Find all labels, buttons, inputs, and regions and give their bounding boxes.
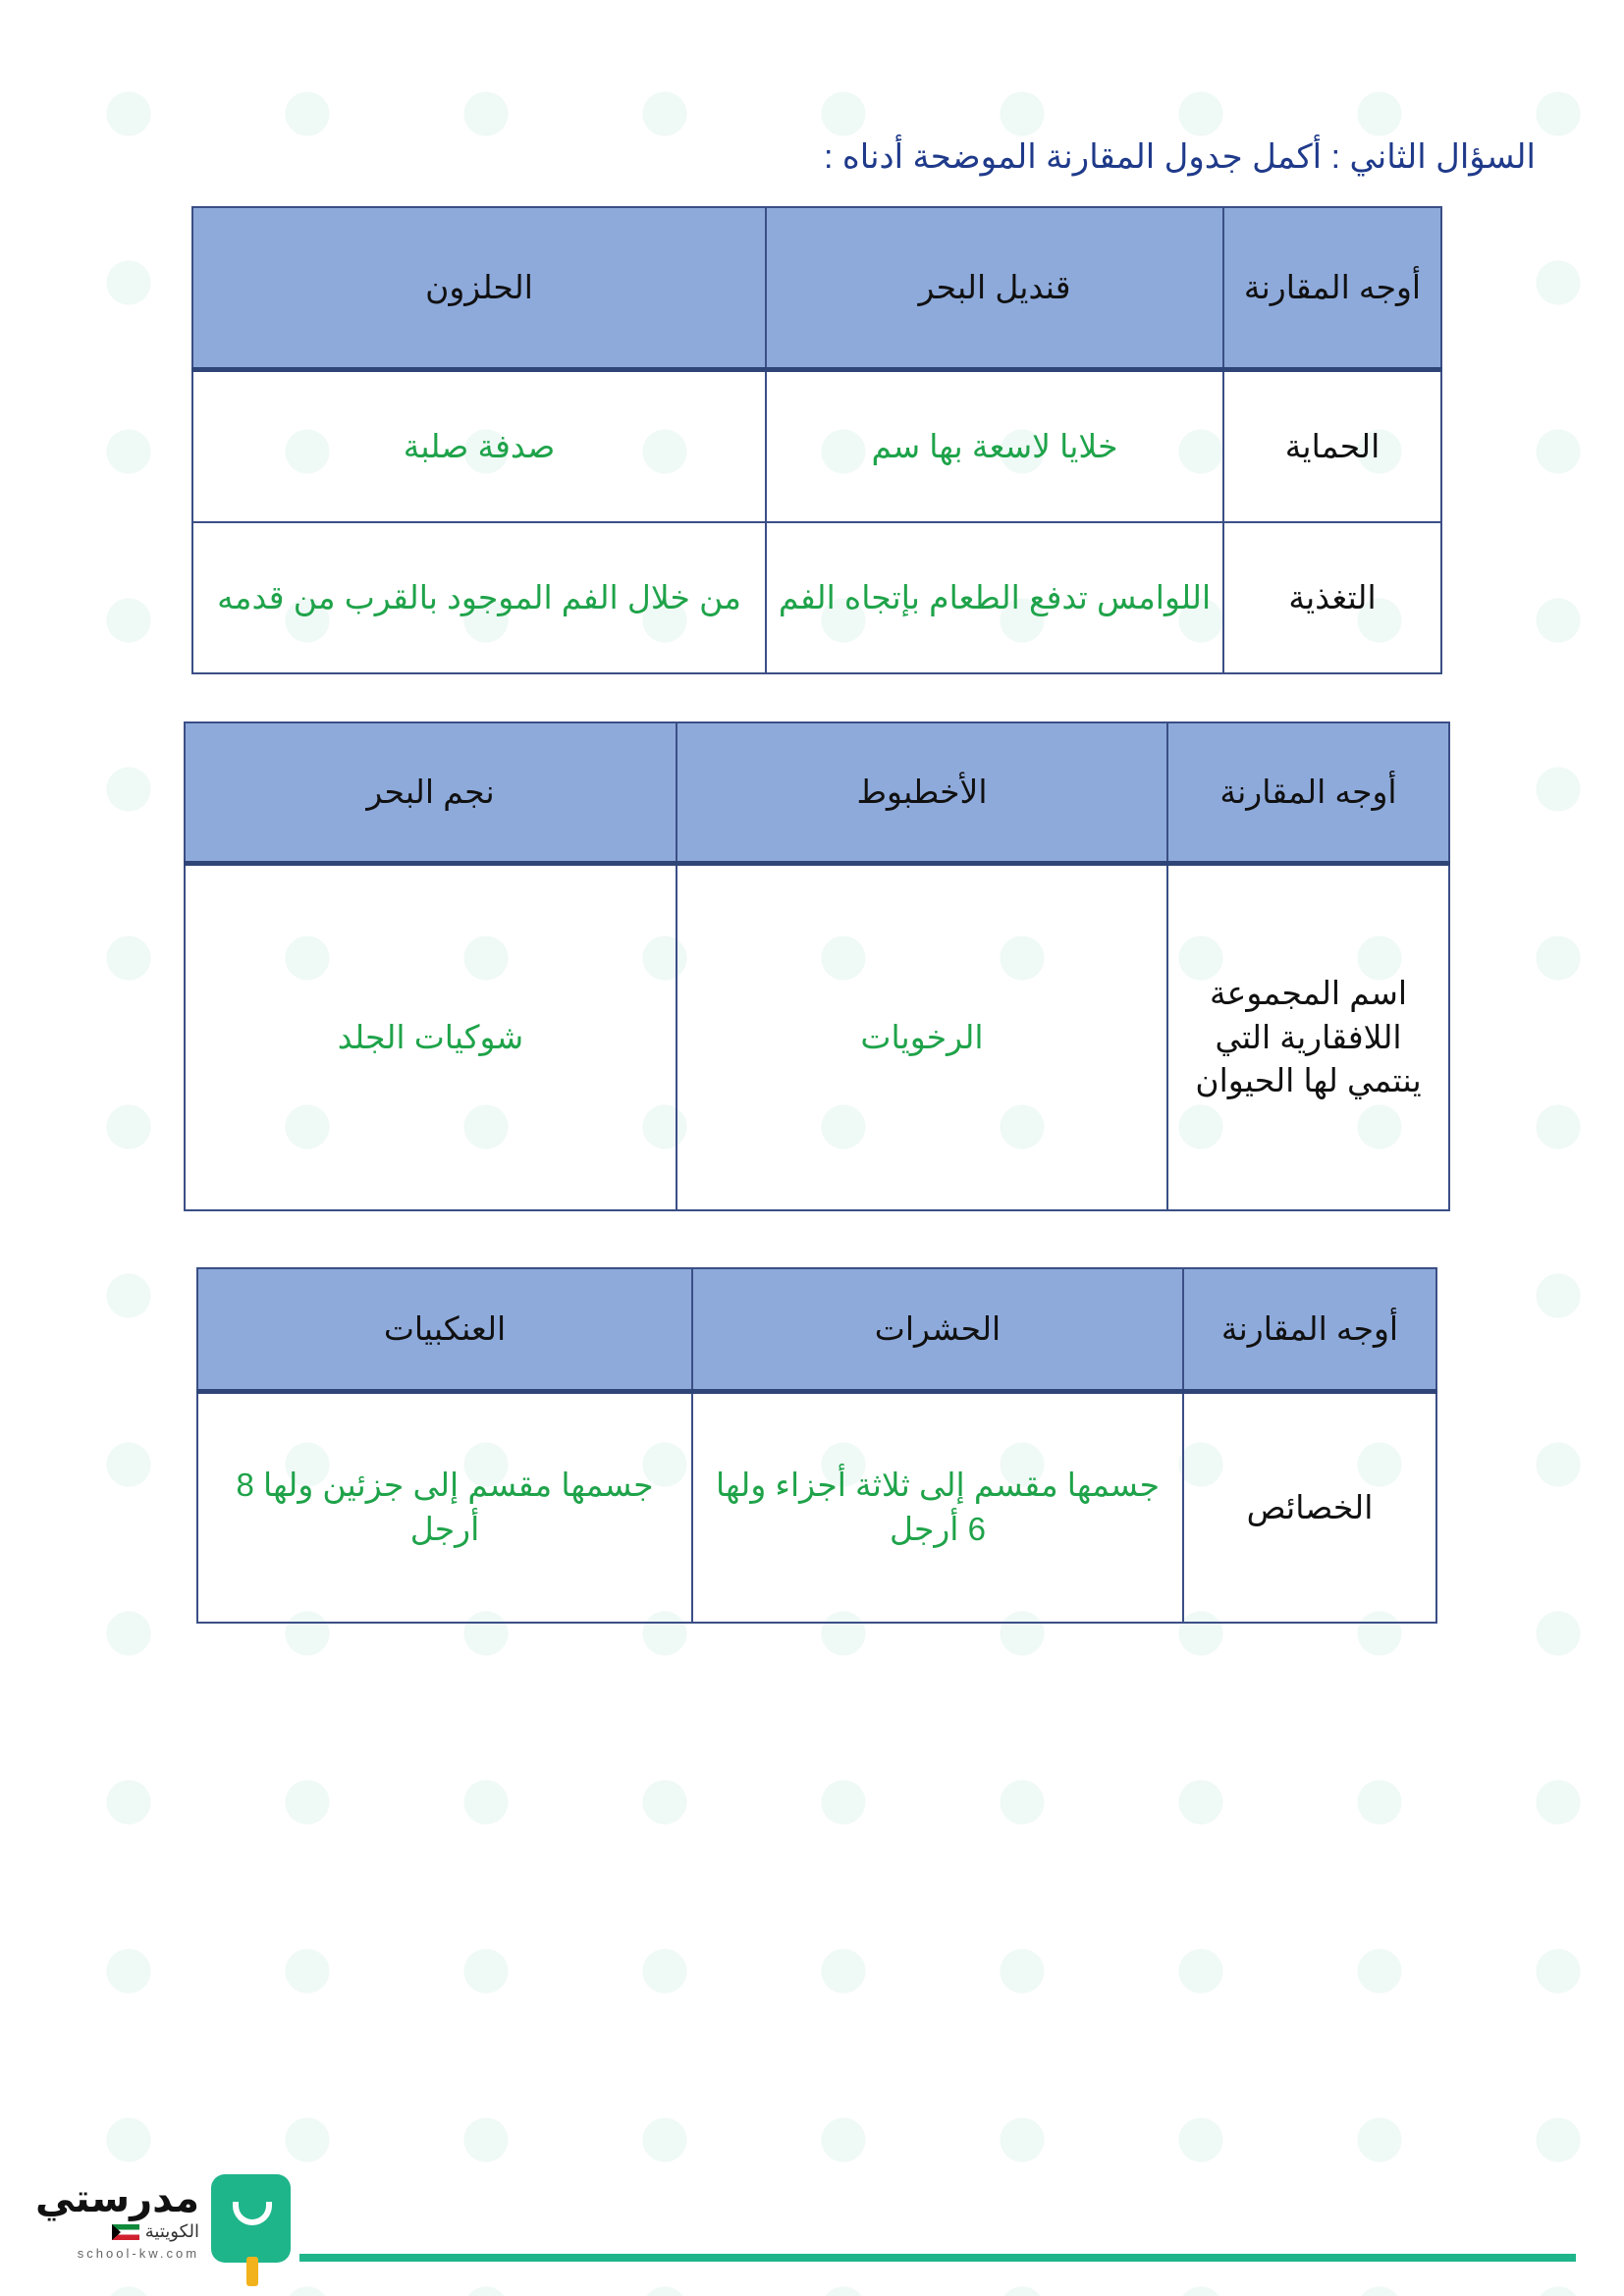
question-title: السؤال الثاني : أكمل جدول المقارنة الموضحة أدناه : [824,138,1536,176]
logo-subtitle [112,2221,199,2242]
answer-cell: صدفة صلبة [192,370,766,523]
answer-cell: خلايا لاسعة بها سم [766,370,1223,523]
header-comparison-aspect: أوجه المقارنة [1183,1268,1436,1392]
smile-icon [233,2202,272,2225]
table-header-row [192,207,1441,370]
logo-sub-text: الكويتية [144,2221,200,2241]
comparison-table-octopus-starfish [184,721,1450,1211]
table-row [185,864,1449,1211]
row-label-feeding: التغذية [1223,522,1441,673]
table-header-row [185,722,1449,864]
table-header-row [197,1268,1436,1392]
comparison-table-insects-arachnids [196,1267,1437,1624]
row-label-invertebrate-group: اسم المجموعة اللافقارية التي ينتمي لها الحيوان [1167,864,1449,1211]
logo-name: مدرستي [35,2177,200,2220]
row-label-characteristics: الخصائص [1183,1392,1436,1624]
header-snail: الحلزون [192,207,766,370]
header-jellyfish: قنديل البحر [766,207,1223,370]
answer-cell: جسمها مقسم إلى ثلاثة أجزاء ولها 6 أرجل [692,1392,1183,1624]
header-arachnids: العنكبيات [197,1268,692,1392]
table-row [192,370,1441,523]
header-starfish: نجم البحر [185,722,677,864]
logo-url: school-kw.com [77,2246,200,2261]
kuwait-flag-icon [112,2224,139,2240]
bookmark-icon [246,2257,258,2286]
comparison-table-jellyfish-snail [191,206,1442,674]
table-row [197,1392,1436,1624]
answer-cell: من خلال الفم الموجود بالقرب من قدمه [192,522,766,673]
madrasati-logo [35,2155,291,2282]
answer-cell: جسمها مقسم إلى جزئين ولها 8 أرجل [197,1392,692,1624]
header-insects: الحشرات [692,1268,1183,1392]
logo-book-icon [211,2174,291,2263]
answer-cell: اللوامس تدفع الطعام بإتجاه الفم [766,522,1223,673]
answer-cell: شوكيات الجلد [185,864,677,1211]
header-comparison-aspect: أوجه المقارنة [1167,722,1449,864]
logo-text [35,2176,199,2261]
header-comparison-aspect: أوجه المقارنة [1223,207,1441,370]
answer-cell: الرخويات [677,864,1167,1211]
row-label-protection: الحماية [1223,370,1441,523]
table-row [192,522,1441,673]
footer-divider [299,2254,1576,2262]
header-octopus: الأخطبوط [677,722,1167,864]
